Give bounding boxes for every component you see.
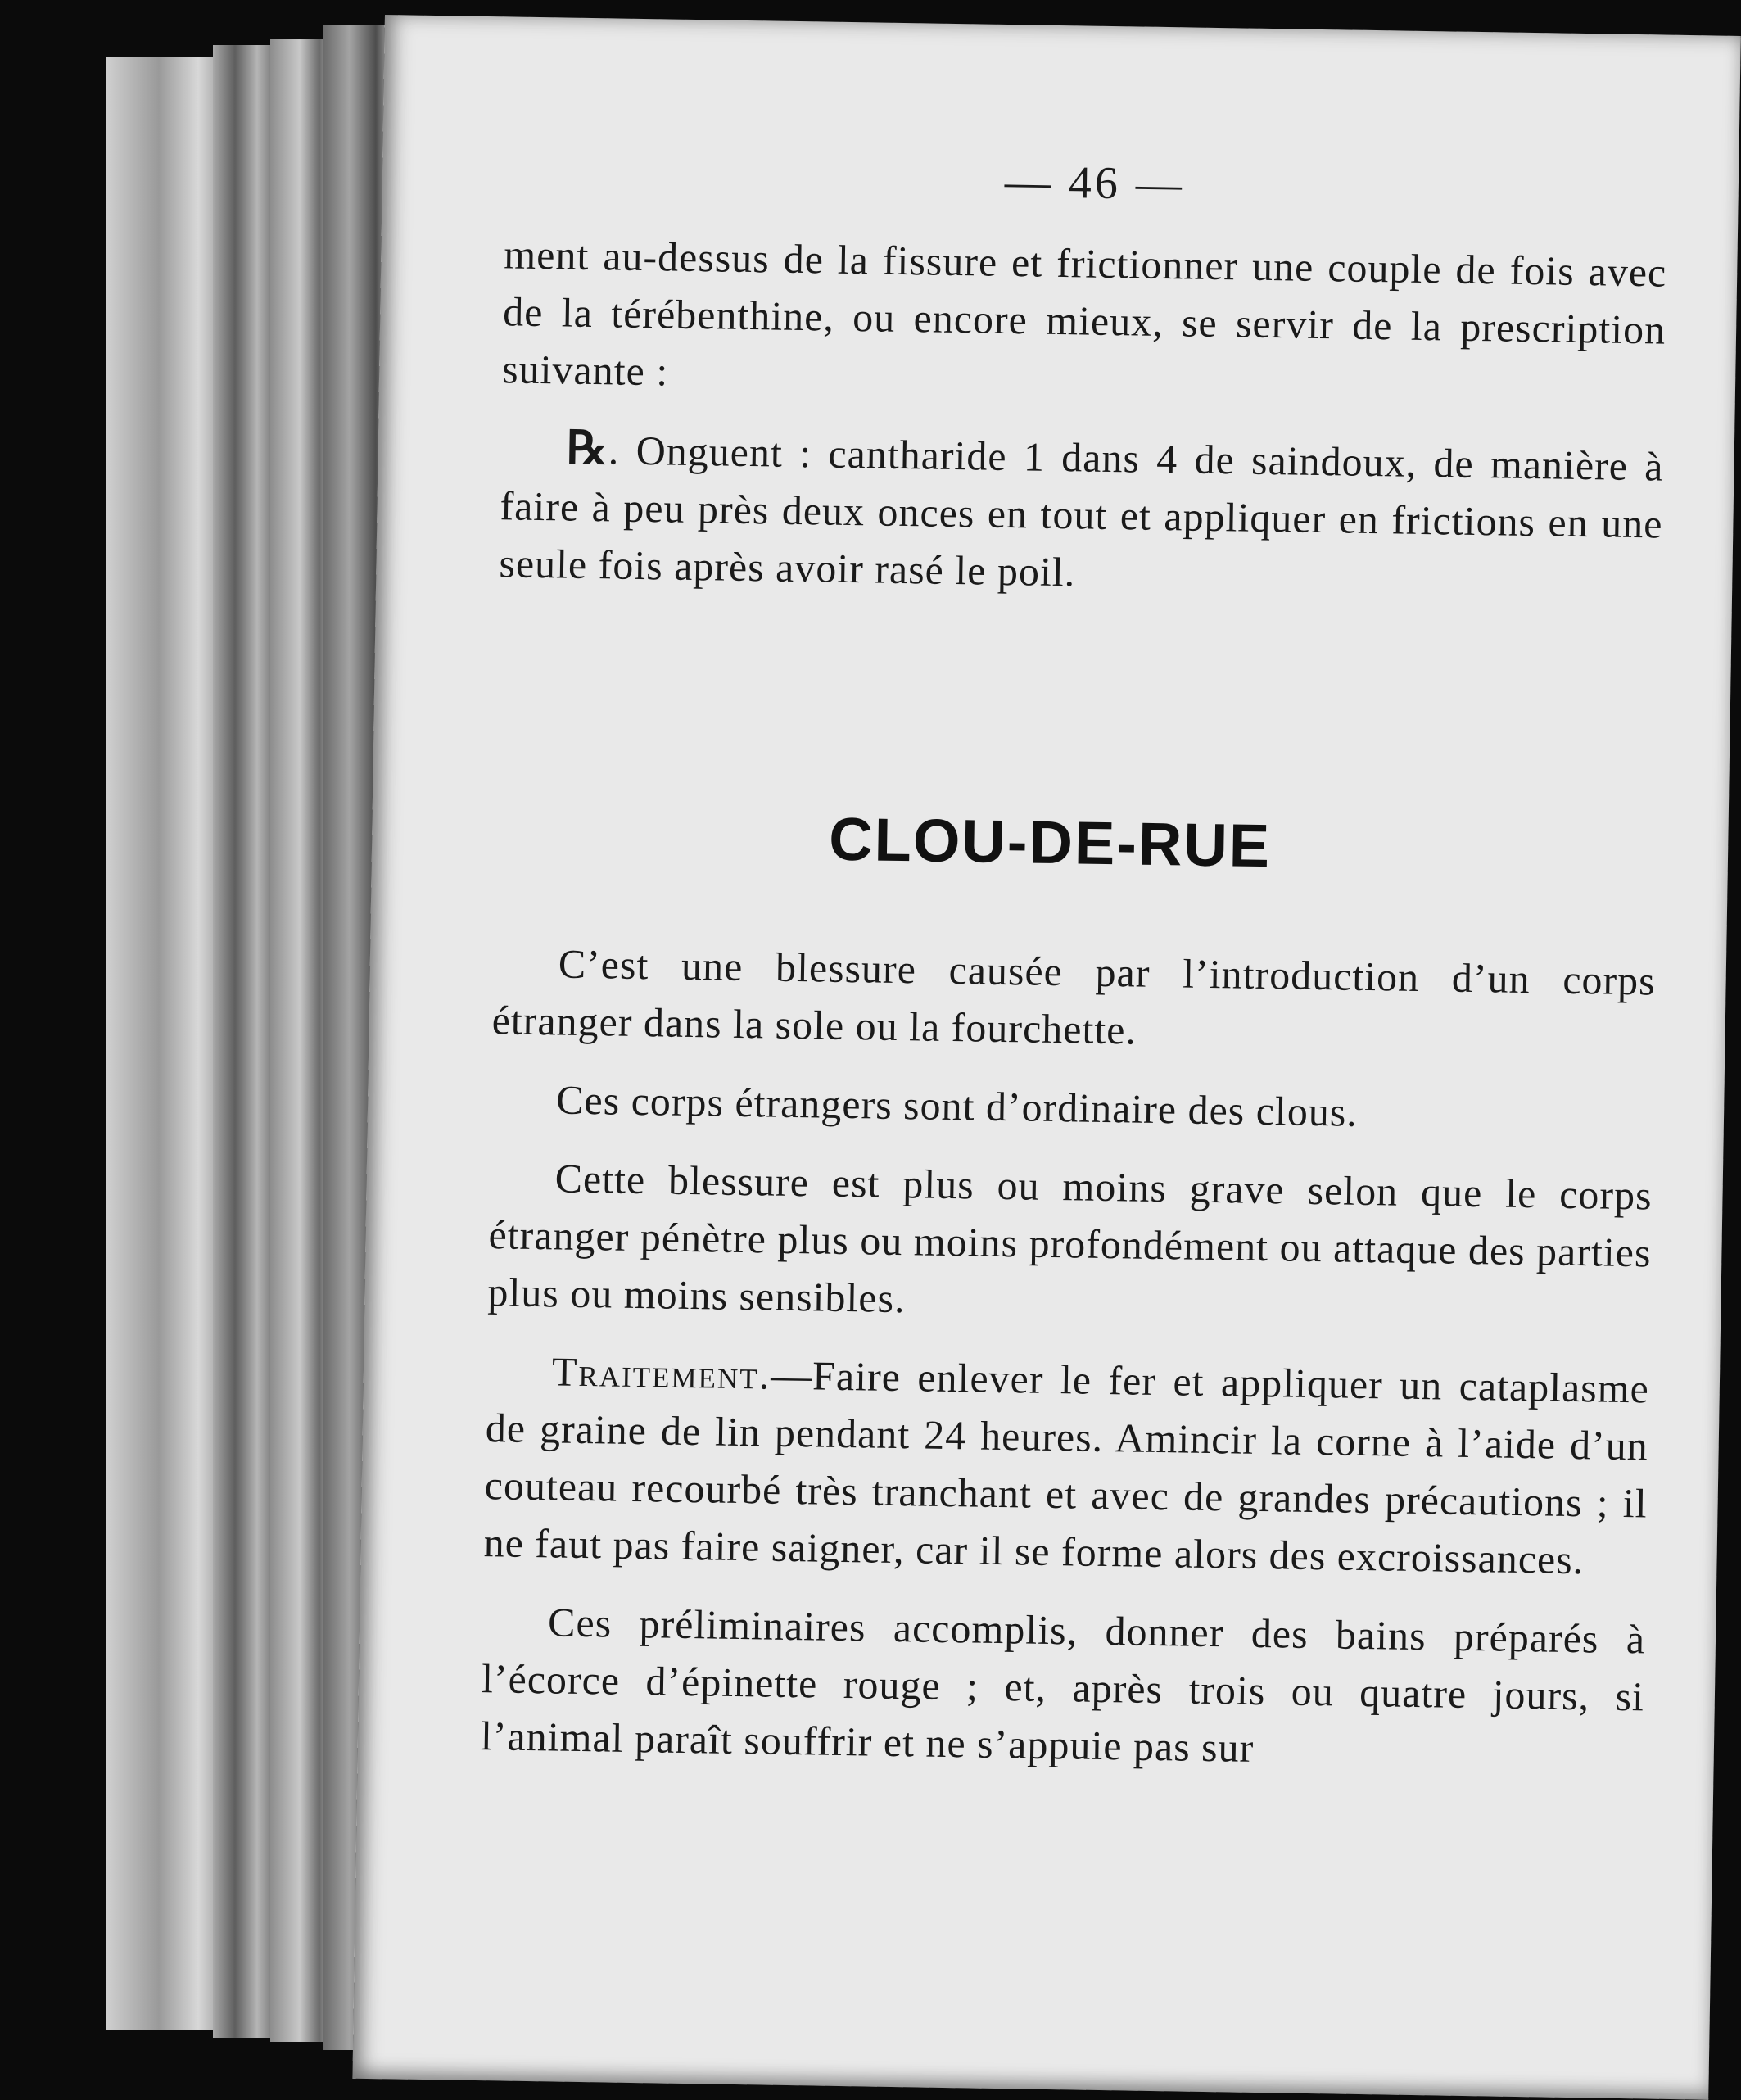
recipe-symbol: ℞ [566, 423, 609, 475]
prescription-text: . Onguent : cantharide 1 dans 4 de saindoux, de manière à faire à peu près deux onces en tout et appliquer en frictions en une seule fois après avoir rasé le poil. [499, 427, 1664, 595]
book-page [352, 15, 1740, 2100]
treatment-paragraph [483, 1342, 1649, 1589]
paragraph: ment au-dessus de la fissure et frictionner une couple de fois avec de la térébenthine, ou encore mieux, se servir de la prescription suivante : [501, 231, 1667, 395]
top-text-block [499, 225, 1667, 631]
prescription-paragraph [499, 419, 1664, 609]
paragraph: Ces préliminaires accomplis, donner des bains préparés à l’écorce d’épinette rouge ; et, après trois ou quatre jours, si l’animal paraît souffrir et ne s’appuie pas sur [480, 1599, 1646, 1771]
treatment-label: Traitement. [551, 1348, 771, 1398]
section-title: CLOU-DE-RUE [828, 804, 1272, 880]
paragraph: Cette blessure est plus ou moins grave selon que le corps étranger pénètre plus ou moins profondément ou attaque des parties plus ou moins sensibles. [487, 1155, 1653, 1322]
paragraph: C’est une blessure causée par l’introduction d’un corps étranger dans la sole ou la fourchette. [491, 940, 1657, 1053]
section-body [480, 934, 1656, 1804]
treatment-text: —Faire enlever le fer et appliquer un cataplasme de graine de lin pendant 24 heures. Amincir la corne à l’aide d’un couteau recourbé très tranchant et avec de grandes précautions ; il ne faut pas faire saigner, car il se forme alors des excroissances. [483, 1351, 1650, 1583]
page-number: — 46 — [1004, 156, 1186, 210]
paragraph: Ces corps étrangers sont d’ordinaire des clous. [555, 1076, 1359, 1135]
